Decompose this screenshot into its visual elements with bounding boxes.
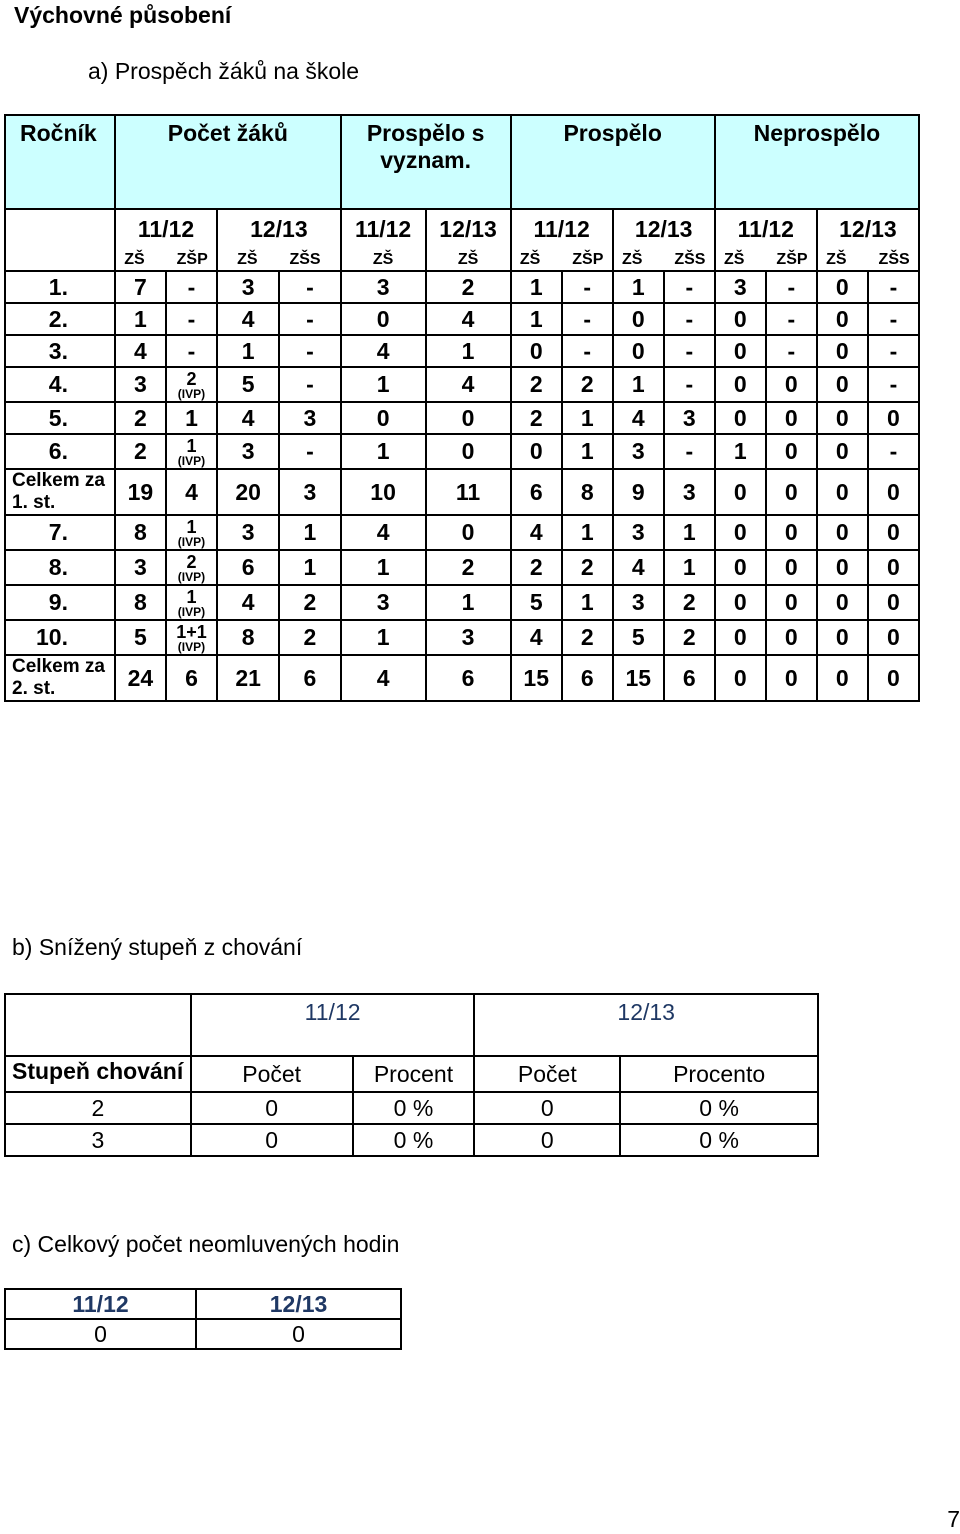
behavior-cell: 0 (474, 1092, 620, 1124)
table-cell: 3 (613, 434, 664, 469)
table-cell: 0 (715, 303, 766, 335)
table-cell: 8 (562, 469, 613, 515)
table-cell: 3 (613, 515, 664, 550)
table-cell: 0 (715, 515, 766, 550)
table-cell: - (166, 303, 217, 335)
table-cell: 4 (341, 515, 426, 550)
table-cell: 0 (766, 655, 817, 701)
table-cell: 0 (766, 585, 817, 620)
section-c-heading: c) Celkový počet neomluvených hodin (12, 1231, 400, 1257)
table-row (5, 402, 919, 434)
year-cell: 11/12 ZŠ ZŠP (115, 209, 217, 271)
year-cell: 12/13 ZŠ (426, 209, 511, 271)
hours-year-1213: 12/13 (196, 1289, 401, 1319)
table-cell: 1 (664, 515, 715, 550)
table-cell: 0 (766, 469, 817, 515)
table-cell: 0 (511, 335, 562, 367)
table-cell: 4 (166, 469, 217, 515)
cell-value: 1 (186, 436, 197, 456)
table-cell: 4 (217, 303, 279, 335)
row-label: Celkem za 1. st. (5, 469, 115, 515)
table-cell: 0 (341, 402, 426, 434)
table-cell: 11 (426, 469, 511, 515)
table-cell (166, 620, 217, 655)
table-cell: 0 (613, 303, 664, 335)
table-cell: 0 (715, 402, 766, 434)
table-row (5, 620, 919, 655)
cell-value: 2 (186, 552, 197, 572)
table-cell (166, 515, 217, 550)
table-cell: 0 (817, 271, 868, 303)
row-label: 6. (5, 434, 115, 469)
table-cell: 1 (341, 550, 426, 585)
table-cell: 3 (217, 271, 279, 303)
table-cell: 6 (166, 655, 217, 701)
table-cell: 0 (817, 434, 868, 469)
table-cell: 21 (217, 655, 279, 701)
table-row (5, 271, 919, 303)
table-cell: 3 (664, 402, 715, 434)
table-cell: 0 (817, 402, 868, 434)
table-cell: 0 (868, 655, 919, 701)
table-cell: 4 (341, 335, 426, 367)
table-cell: 0 (817, 335, 868, 367)
table-cell: 20 (217, 469, 279, 515)
table-cell: 6 (217, 550, 279, 585)
table-cell: 2 (426, 271, 511, 303)
table-cell: 6 (511, 469, 562, 515)
ivp-note: (IVP) (177, 387, 206, 401)
table-cell: 4 (511, 620, 562, 655)
year-cell: 11/12 ZŠ ZŠP (511, 209, 613, 271)
table-cell: 0 (613, 335, 664, 367)
section-b-heading: b) Snížený stupeň z chování (12, 934, 303, 960)
table-cell: 0 (817, 585, 868, 620)
row-label: 4. (5, 367, 115, 402)
year-cell: 12/13 ZŠ ZŠS (817, 209, 919, 271)
table-cell: 3 (115, 550, 166, 585)
table-cell: 1 (341, 434, 426, 469)
table-cell: 1 (426, 335, 511, 367)
table-cell: - (279, 434, 340, 469)
behavior-col-percent: Procent (353, 1056, 475, 1092)
table-cell: 2 (279, 585, 340, 620)
table-cell: - (166, 335, 217, 367)
cell-value: 1+1 (176, 622, 207, 642)
table-cell: 1 (341, 367, 426, 402)
table-cell: 0 (766, 402, 817, 434)
behavior-cell: 3 (5, 1124, 191, 1156)
table-cell: 7 (115, 271, 166, 303)
row-label: 2. (5, 303, 115, 335)
table-cell: 0 (817, 515, 868, 550)
table-cell: 4 (613, 402, 664, 434)
year-cell: 11/12 ZŠ ZŠP (715, 209, 817, 271)
table-cell: - (562, 335, 613, 367)
table-cell: 3 (341, 271, 426, 303)
table-cell: 4 (511, 515, 562, 550)
table-cell: 0 (715, 335, 766, 367)
table-cell: 2 (511, 402, 562, 434)
table-cell: 3 (115, 367, 166, 402)
hours-value: 0 (5, 1319, 196, 1349)
behavior-col-count: Počet (191, 1056, 353, 1092)
table-cell: 0 (817, 303, 868, 335)
behavior-col-percent: Procento (620, 1056, 818, 1092)
table-cell: 2 (562, 550, 613, 585)
table-cell: 1 (664, 550, 715, 585)
ivp-note: (IVP) (177, 570, 206, 584)
row-label: Celkem za 2. st. (5, 655, 115, 701)
table-cell: 0 (868, 402, 919, 434)
behavior-row (5, 1092, 818, 1124)
table-cell: 1 (115, 303, 166, 335)
behavior-cell: 0 % (353, 1124, 475, 1156)
table-cell: 0 (715, 469, 766, 515)
table-row (5, 469, 919, 515)
behavior-row (5, 1124, 818, 1156)
row-label: 9. (5, 585, 115, 620)
table-cell: 2 (426, 550, 511, 585)
table-cell: - (279, 271, 340, 303)
table-cell: - (664, 303, 715, 335)
table-cell: - (562, 303, 613, 335)
table-cell: 4 (217, 402, 279, 434)
table-cell: 0 (715, 585, 766, 620)
table-cell: 3 (217, 515, 279, 550)
hours-year-row (5, 1289, 401, 1319)
table-cell: 3 (341, 585, 426, 620)
behavior-year-1112: 11/12 (191, 994, 475, 1056)
table-cell: 1 (426, 585, 511, 620)
table-row (5, 515, 919, 550)
table-cell: 6 (426, 655, 511, 701)
table-cell: 1 (562, 402, 613, 434)
table-cell: 0 (766, 367, 817, 402)
table-cell: 0 (868, 469, 919, 515)
table-cell: 0 (766, 434, 817, 469)
table-cell: 0 (341, 303, 426, 335)
table-cell: 15 (613, 655, 664, 701)
table-cell: 6 (664, 655, 715, 701)
table-cell (166, 367, 217, 402)
unexcused-hours-table (4, 1288, 402, 1350)
table-cell: 2 (511, 367, 562, 402)
cell-value: 1 (186, 587, 197, 607)
table-cell: - (664, 335, 715, 367)
row-label: 7. (5, 515, 115, 550)
table-cell: 3 (426, 620, 511, 655)
table-cell: 2 (664, 585, 715, 620)
table-cell: 0 (766, 515, 817, 550)
table-cell: 0 (715, 655, 766, 701)
table-cell: - (664, 271, 715, 303)
table-cell: 0 (868, 585, 919, 620)
table-cell: 1 (279, 515, 340, 550)
table-cell: - (166, 271, 217, 303)
ivp-note: (IVP) (177, 535, 206, 549)
table-row (5, 367, 919, 402)
performance-table (4, 114, 920, 702)
behavior-year-row (5, 994, 818, 1056)
row-label: 8. (5, 550, 115, 585)
hours-year-1112: 11/12 (5, 1289, 196, 1319)
table-cell: 0 (817, 550, 868, 585)
section-a-heading: a) Prospěch žáků na škole (88, 58, 360, 84)
table-row (5, 585, 919, 620)
table-cell: - (562, 271, 613, 303)
table-cell: - (279, 303, 340, 335)
table-cell: 2 (562, 367, 613, 402)
table-cell: - (664, 434, 715, 469)
behavior-cell: 0 (474, 1124, 620, 1156)
header-pupil-count: Počet žáků (115, 115, 341, 209)
table-cell: 0 (868, 515, 919, 550)
table-cell (166, 550, 217, 585)
table-cell: 2 (115, 402, 166, 434)
table-row (5, 434, 919, 469)
page-title: Výchovné působení (14, 2, 232, 28)
table-cell: 2 (562, 620, 613, 655)
behavior-cell: 0 % (620, 1124, 818, 1156)
table-cell: 5 (115, 620, 166, 655)
behavior-cell: 0 % (353, 1092, 475, 1124)
row-label: 10. (5, 620, 115, 655)
table-cell: 3 (613, 585, 664, 620)
table-row (5, 303, 919, 335)
table-cell: 15 (511, 655, 562, 701)
table-cell: 0 (817, 367, 868, 402)
table-cell: 1 (562, 434, 613, 469)
behavior-cell: 0 (191, 1092, 353, 1124)
table-cell: 0 (766, 620, 817, 655)
ivp-note: (IVP) (177, 454, 206, 468)
table-cell: 10 (341, 469, 426, 515)
table-cell: 2 (664, 620, 715, 655)
ivp-note: (IVP) (177, 640, 206, 654)
table-cell: 1 (715, 434, 766, 469)
table-cell: 0 (715, 620, 766, 655)
table-cell: 1 (562, 515, 613, 550)
table-cell: 1 (511, 271, 562, 303)
table-cell: 5 (217, 367, 279, 402)
table-cell: 4 (217, 585, 279, 620)
table-cell: 0 (766, 550, 817, 585)
ivp-note: (IVP) (177, 605, 206, 619)
table-cell: 4 (115, 335, 166, 367)
header-row (5, 115, 919, 209)
table-cell (166, 434, 217, 469)
table-row (5, 335, 919, 367)
year-cell: 12/13 ZŠ ZŠS (217, 209, 341, 271)
table-cell: 6 (562, 655, 613, 701)
table-cell: 4 (426, 367, 511, 402)
table-cell: 9 (613, 469, 664, 515)
table-cell: 0 (426, 434, 511, 469)
row-label: 5. (5, 402, 115, 434)
behavior-cell: 0 (191, 1124, 353, 1156)
table-cell: 6 (279, 655, 340, 701)
table-cell: 3 (664, 469, 715, 515)
table-cell: 0 (868, 550, 919, 585)
table-cell: - (868, 434, 919, 469)
table-cell: 8 (115, 515, 166, 550)
table-cell: 4 (613, 550, 664, 585)
table-cell: - (868, 271, 919, 303)
table-cell: 1 (279, 550, 340, 585)
table-cell: 3 (715, 271, 766, 303)
table-cell: - (766, 271, 817, 303)
behavior-col-row (5, 1056, 818, 1092)
table-cell: 24 (115, 655, 166, 701)
year-cell: 12/13 ZŠ ZŠS (613, 209, 715, 271)
table-cell: 0 (817, 469, 868, 515)
table-row (5, 655, 919, 701)
table-cell: 2 (115, 434, 166, 469)
table-cell: 1 (511, 303, 562, 335)
table-cell: 0 (817, 620, 868, 655)
table-cell (166, 585, 217, 620)
table-cell: 4 (341, 655, 426, 701)
table-cell: 0 (715, 550, 766, 585)
table-cell: 3 (279, 469, 340, 515)
table-cell: - (868, 367, 919, 402)
row-label: 1. (5, 271, 115, 303)
table-row (5, 550, 919, 585)
behavior-grade-label: Stupeň chování (5, 1056, 191, 1092)
table-cell: 3 (279, 402, 340, 434)
behavior-blank-cell (5, 994, 191, 1056)
year-row (5, 209, 919, 271)
hours-value: 0 (196, 1319, 401, 1349)
behavior-cell: 0 % (620, 1092, 818, 1124)
behavior-cell: 2 (5, 1092, 191, 1124)
behavior-table (4, 993, 819, 1157)
table-cell: 1 (341, 620, 426, 655)
table-cell: 2 (511, 550, 562, 585)
table-cell: - (868, 303, 919, 335)
behavior-col-count: Počet (474, 1056, 620, 1092)
header-failed: Neprospělo (715, 115, 919, 209)
table-cell: 19 (115, 469, 166, 515)
cell-value: 1 (186, 517, 197, 537)
header-passed-distinction: Prospělo s vyznam. (341, 115, 511, 209)
hours-value-row (5, 1319, 401, 1349)
table-cell: 1 (166, 402, 217, 434)
table-cell: 0 (715, 367, 766, 402)
table-cell: 4 (426, 303, 511, 335)
table-cell: 0 (817, 655, 868, 701)
table-cell: 5 (511, 585, 562, 620)
row-label: 3. (5, 335, 115, 367)
table-cell: 8 (115, 585, 166, 620)
table-cell: - (868, 335, 919, 367)
table-cell: - (664, 367, 715, 402)
year-row-blank (5, 209, 115, 271)
table-cell: 1 (613, 271, 664, 303)
table-cell: 0 (868, 620, 919, 655)
behavior-year-1213: 12/13 (474, 994, 818, 1056)
header-passed: Prospělo (511, 115, 715, 209)
table-cell: 0 (511, 434, 562, 469)
header-grade: Ročník (5, 115, 115, 209)
table-cell: - (766, 335, 817, 367)
table-cell: - (766, 303, 817, 335)
table-cell: 2 (279, 620, 340, 655)
table-cell: - (279, 335, 340, 367)
table-cell: 0 (426, 402, 511, 434)
table-cell: 1 (613, 367, 664, 402)
year-cell: 11/12 ZŠ (341, 209, 426, 271)
table-cell: - (279, 367, 340, 402)
table-cell: 8 (217, 620, 279, 655)
table-cell: 1 (562, 585, 613, 620)
cell-value: 2 (186, 369, 197, 389)
page-number: 7 (947, 1506, 960, 1532)
table-cell: 5 (613, 620, 664, 655)
table-cell: 0 (426, 515, 511, 550)
table-cell: 3 (217, 434, 279, 469)
table-cell: 1 (217, 335, 279, 367)
